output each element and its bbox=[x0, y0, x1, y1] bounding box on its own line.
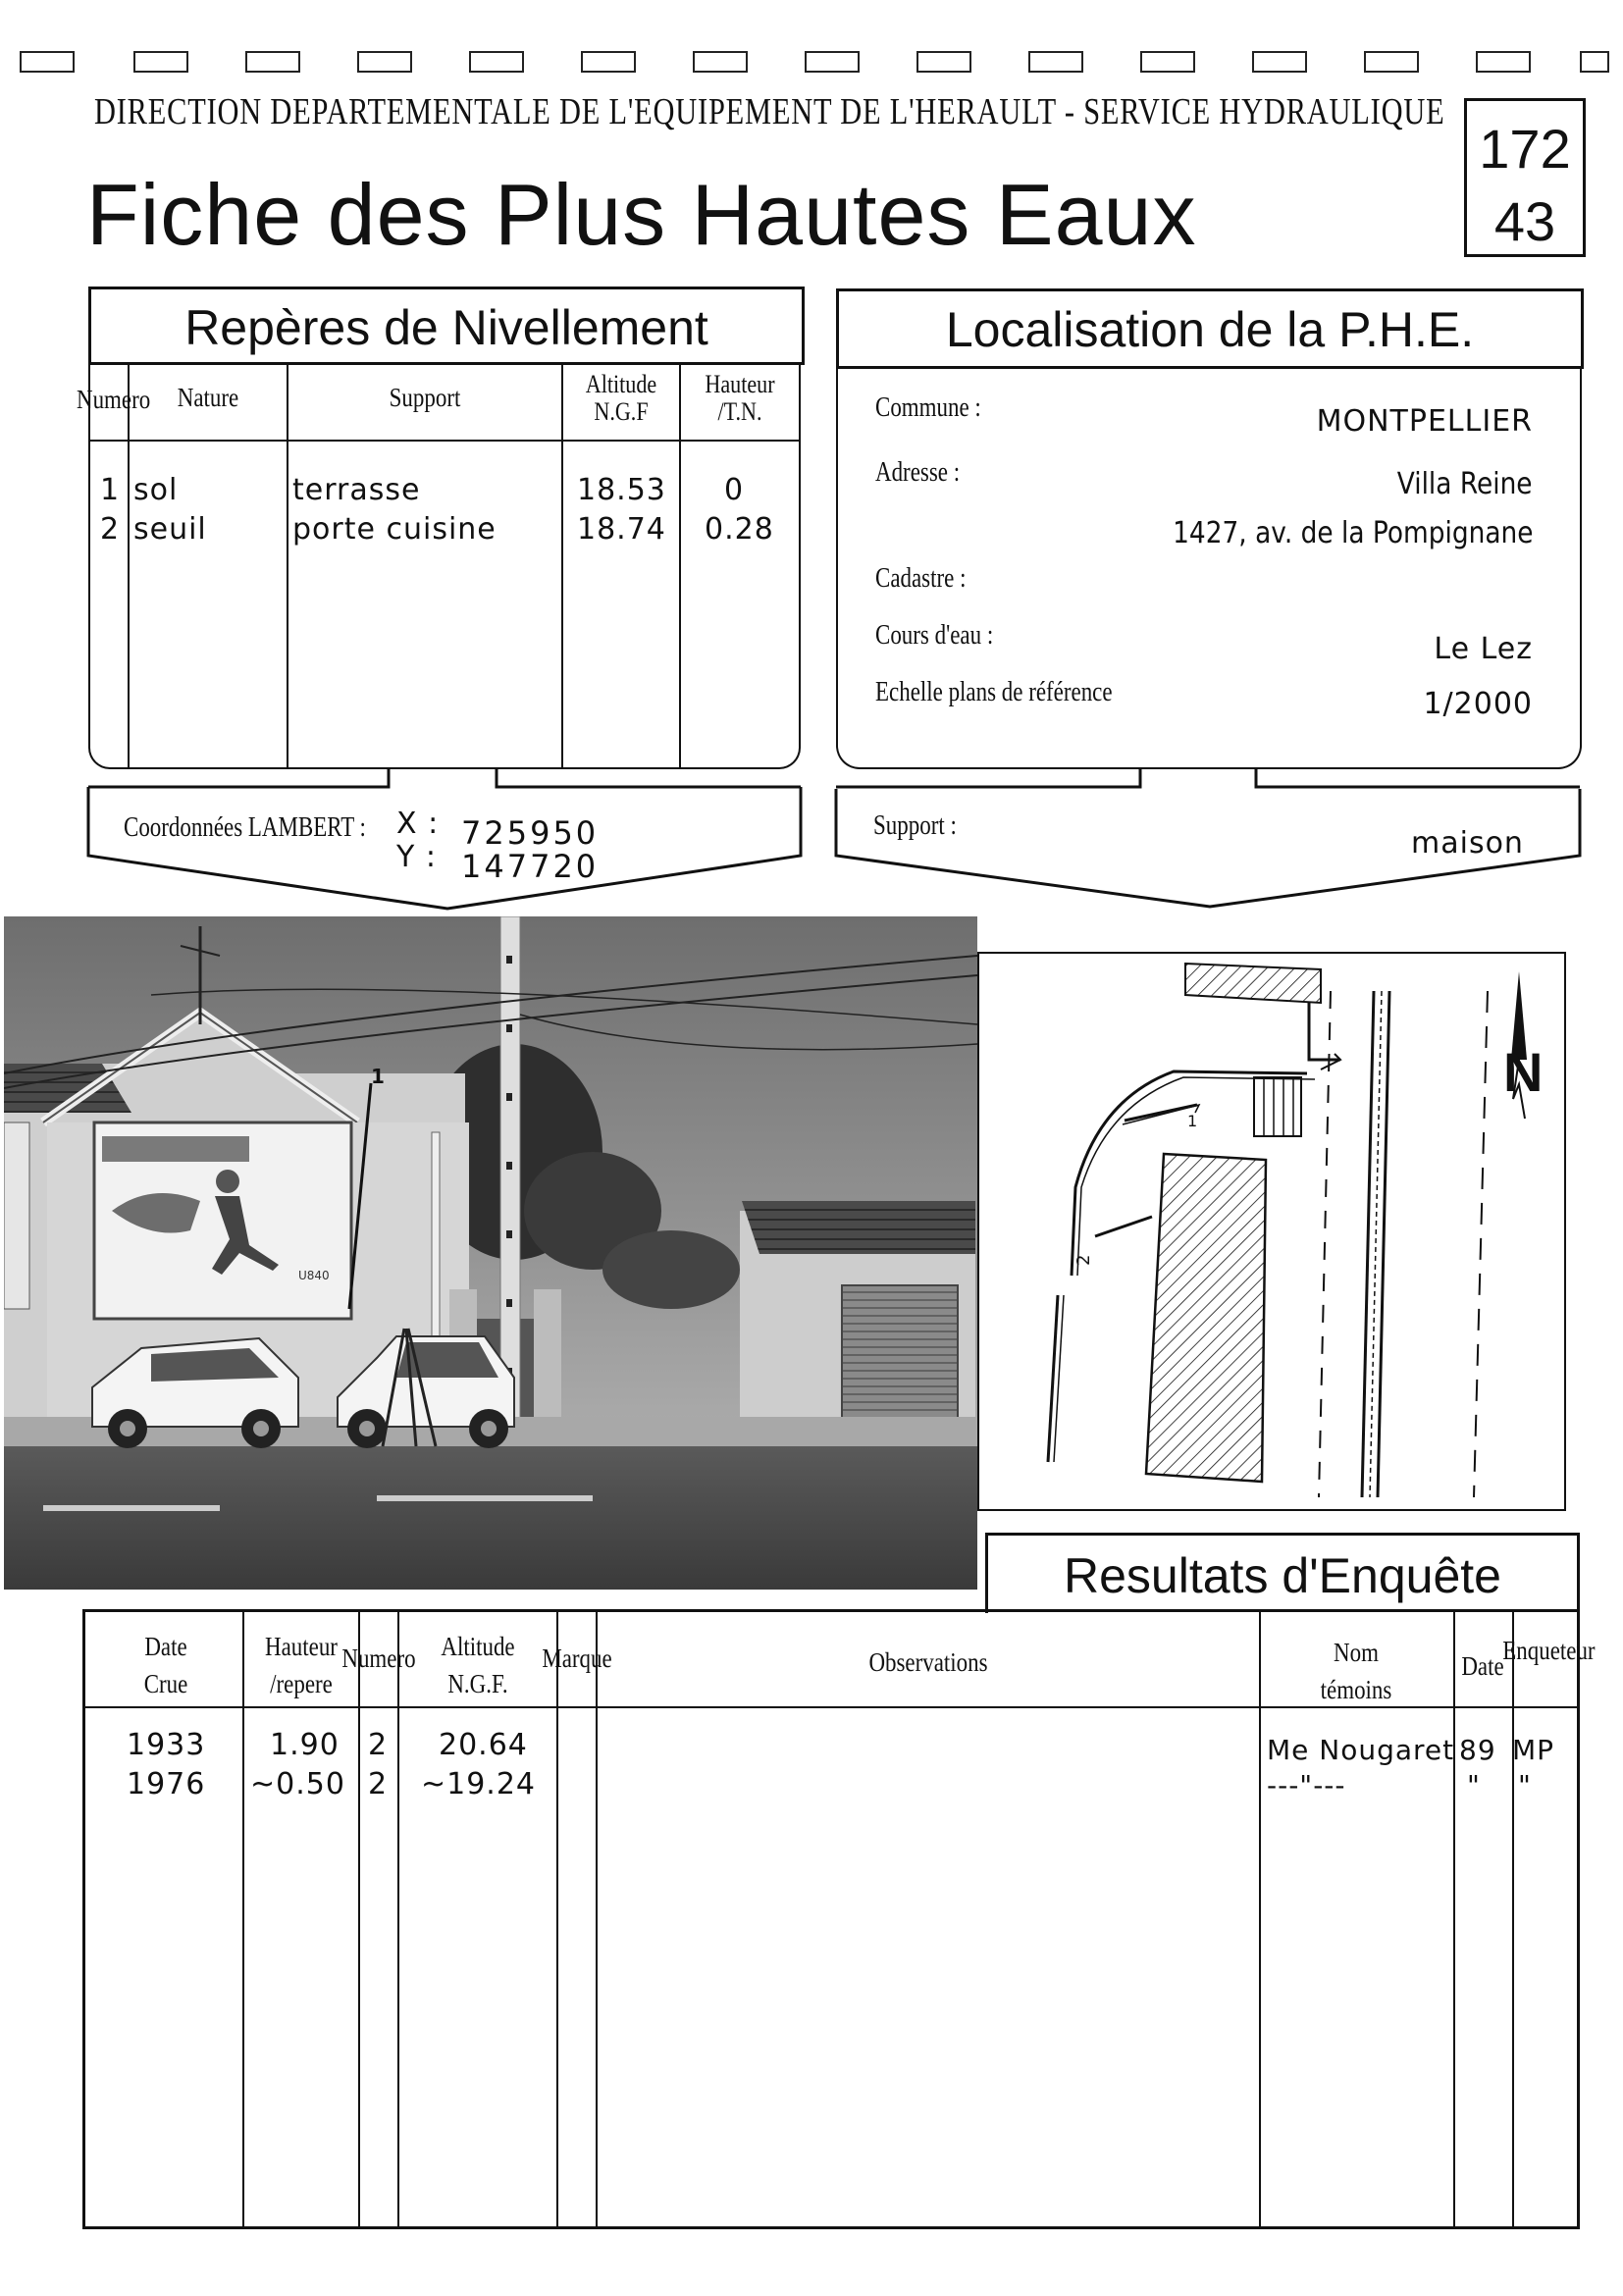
col-header-numero: Numero bbox=[341, 1644, 416, 1673]
photo-marker-1: 1 bbox=[371, 1065, 385, 1088]
adresse-label: Adresse : bbox=[875, 457, 961, 488]
row-numero: 2 bbox=[100, 512, 121, 547]
resultats-title: Resultats d'Enquête bbox=[1064, 1548, 1501, 1603]
plan-marker-2: 2 bbox=[1073, 1254, 1094, 1266]
site-photograph bbox=[4, 916, 977, 1590]
billboard-tag: U840 bbox=[298, 1269, 330, 1282]
reperes-title: Repères de Nivellement bbox=[184, 300, 708, 355]
row-numero: 2 bbox=[368, 1728, 389, 1762]
cadastre-label: Cadastre : bbox=[875, 563, 967, 594]
row-hauteur: ~0.50 bbox=[250, 1767, 345, 1801]
col-header-observations: Observations bbox=[868, 1647, 988, 1677]
row-enqueteur: " bbox=[1518, 1769, 1532, 1801]
col-header-hauteur: Hauteur /T.N. bbox=[705, 370, 775, 426]
echelle-value: 1/2000 bbox=[1423, 687, 1533, 721]
reference-box bbox=[1464, 98, 1586, 257]
echelle-label: Echelle plans de référence bbox=[875, 677, 1113, 707]
row-hauteur: 0.28 bbox=[705, 512, 774, 547]
row-date-crue: 1933 bbox=[127, 1728, 206, 1762]
cours-eau-label: Cours d'eau : bbox=[875, 620, 994, 651]
row-enqueteur: MP bbox=[1512, 1734, 1555, 1766]
row-nom-temoin: Me Nougaret bbox=[1267, 1734, 1455, 1766]
row-nom-temoin: ---"--- bbox=[1267, 1769, 1346, 1801]
row-altitude: 18.74 bbox=[577, 512, 666, 547]
reperes-title-box bbox=[88, 287, 805, 365]
col-header-numero: Numero bbox=[77, 385, 151, 414]
reference-top: 172 bbox=[1479, 118, 1571, 180]
col-header-date: Date bbox=[1461, 1651, 1504, 1681]
col-header-altitude: Altitude N.G.F bbox=[585, 370, 657, 426]
reperes-table bbox=[77, 365, 801, 769]
resultats-table bbox=[82, 1609, 1596, 2229]
col-header-marque: Marque bbox=[542, 1644, 612, 1673]
adresse-line2: 1427, av. de la Pompignane bbox=[1172, 516, 1533, 550]
reference-bottom: 43 bbox=[1493, 190, 1556, 252]
row-altitude: 18.53 bbox=[577, 473, 666, 507]
col-header-support: Support bbox=[389, 383, 461, 412]
col-header-nature: Nature bbox=[177, 383, 239, 412]
row-date-crue: 1976 bbox=[127, 1767, 206, 1801]
row-date: " bbox=[1467, 1769, 1481, 1801]
col-header-altitude: Altitude N.G.F. bbox=[441, 1632, 515, 1698]
localisation-panel bbox=[836, 369, 1582, 769]
support-label: Support : bbox=[873, 810, 957, 841]
row-altitude: 20.64 bbox=[439, 1728, 528, 1762]
row-support: porte cuisine bbox=[292, 512, 497, 547]
commune-value: MONTPELLIER bbox=[1316, 404, 1533, 439]
row-numero: 1 bbox=[100, 473, 121, 507]
row-date: 89 bbox=[1459, 1734, 1496, 1766]
y-value: 147720 bbox=[461, 848, 600, 885]
direction-header: DIRECTION DEPARTEMENTALE DE L'EQUIPEMENT DE L'HERAULT - SERVICE HYDRAULIQUE bbox=[94, 91, 1445, 132]
row-nature: seuil bbox=[133, 512, 207, 547]
col-header-date-crue: Date Crue bbox=[143, 1632, 188, 1698]
localisation-title: Localisation de la P.H.E. bbox=[945, 302, 1475, 357]
page-title: Fiche des Plus Hautes Eaux bbox=[86, 166, 1197, 263]
x-label: X : bbox=[396, 807, 440, 841]
resultats-title-box bbox=[985, 1533, 1580, 1613]
row-support: terrasse bbox=[292, 473, 421, 507]
lambert-label: Coordonnées LAMBERT : bbox=[124, 812, 366, 843]
col-header-enqueteur: Enqueteur bbox=[1502, 1636, 1596, 1665]
y-label: Y : bbox=[396, 840, 437, 874]
site-plan bbox=[977, 952, 1566, 1511]
support-value: maison bbox=[1411, 826, 1524, 861]
row-hauteur: 1.90 bbox=[270, 1728, 340, 1762]
plan-marker-1: 1 bbox=[1187, 1112, 1198, 1130]
col-header-hauteur-repere: Hauteur /repere bbox=[265, 1632, 338, 1698]
cours-eau-value: Le Lez bbox=[1434, 632, 1533, 666]
row-hauteur: 0 bbox=[724, 473, 745, 507]
x-value: 725950 bbox=[461, 814, 600, 852]
col-header-nom-temoins: Nom témoins bbox=[1320, 1638, 1392, 1704]
row-nature: sol bbox=[133, 473, 179, 507]
row-altitude: ~19.24 bbox=[421, 1767, 537, 1801]
commune-label: Commune : bbox=[875, 392, 981, 423]
row-numero: 2 bbox=[368, 1767, 389, 1801]
adresse-line1: Villa Reine bbox=[1397, 467, 1533, 501]
localisation-title-box bbox=[836, 288, 1584, 369]
north-indicator: N bbox=[1503, 1041, 1544, 1103]
